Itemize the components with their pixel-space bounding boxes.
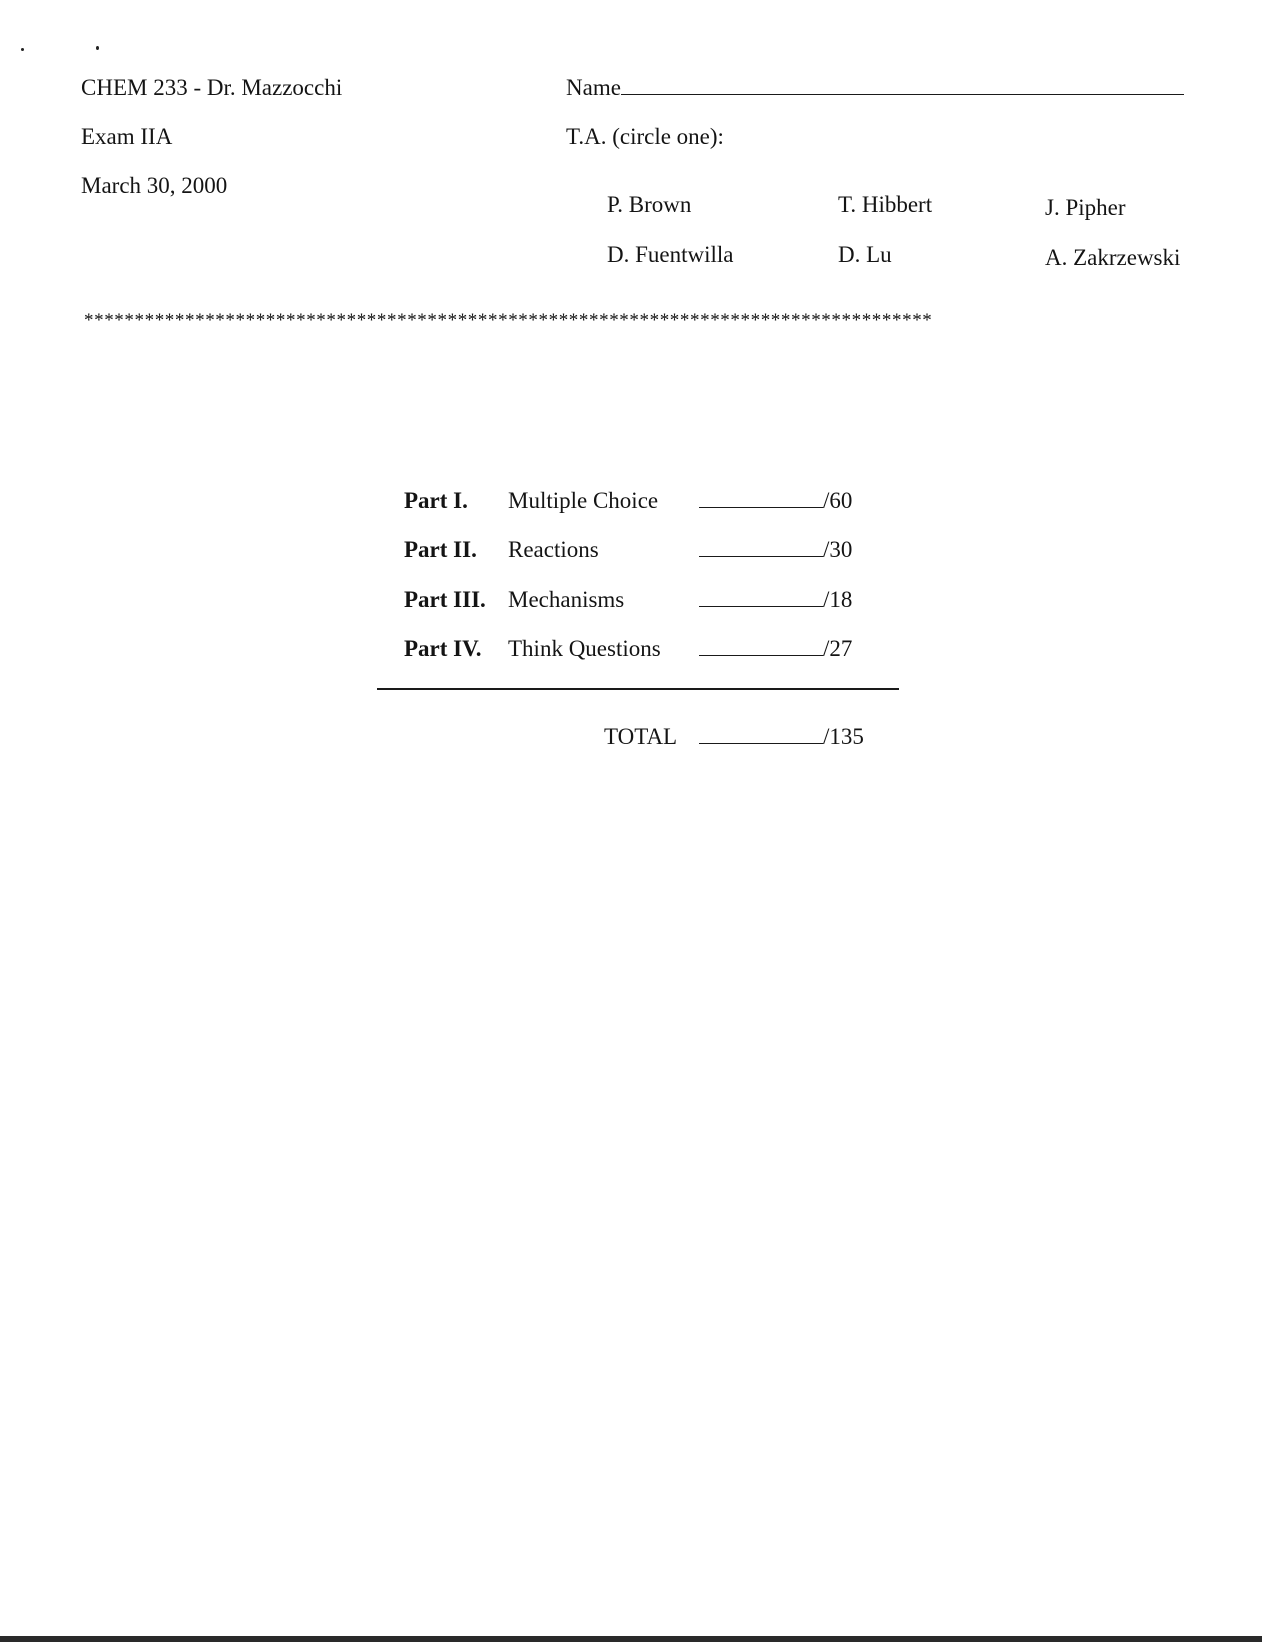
exam-title: Exam IIA [81,124,173,149]
part-title: Mechanisms [508,587,625,612]
ta-option[interactable]: T. Hibbert [838,192,933,217]
ta-label: T.A. (circle one): [566,124,724,149]
part-title: Reactions [508,537,599,562]
part-label: Part III. [404,587,486,612]
ta-option[interactable]: A. Zakrzewski [1045,245,1181,270]
ta-option[interactable]: D. Lu [838,242,892,267]
total-max: /135 [823,724,864,749]
score-blank[interactable] [699,587,852,613]
part-max: /30 [823,537,853,562]
score-blank[interactable] [699,537,852,563]
total-blank[interactable] [699,724,864,750]
part-max: /18 [823,587,853,612]
score-blank[interactable] [699,636,852,662]
part-label: Part II. [404,537,477,562]
scan-speck [21,48,24,51]
part-title: Think Questions [508,636,661,661]
part-label: Part I. [404,488,468,513]
ta-option[interactable]: P. Brown [607,192,692,217]
part-label: Part IV. [404,636,482,661]
course-title: CHEM 233 - Dr. Mazzocchi [81,75,343,100]
scan-bottom-edge [0,1636,1262,1642]
name-blank[interactable] [621,94,1184,95]
part-max: /60 [823,488,853,513]
asterisk-divider: ************************************************************************************ [84,310,933,331]
total-label: TOTAL [604,724,678,749]
score-blank[interactable] [699,488,852,514]
part-max: /27 [823,636,853,661]
ta-option[interactable]: D. Fuentwilla [607,242,734,267]
exam-date: March 30, 2000 [81,173,228,198]
name-label: Name [566,75,621,100]
part-title: Multiple Choice [508,488,659,513]
ta-option[interactable]: J. Pipher [1045,195,1126,220]
scan-speck [96,46,99,50]
name-field[interactable] [566,75,1184,101]
total-rule [377,688,899,690]
